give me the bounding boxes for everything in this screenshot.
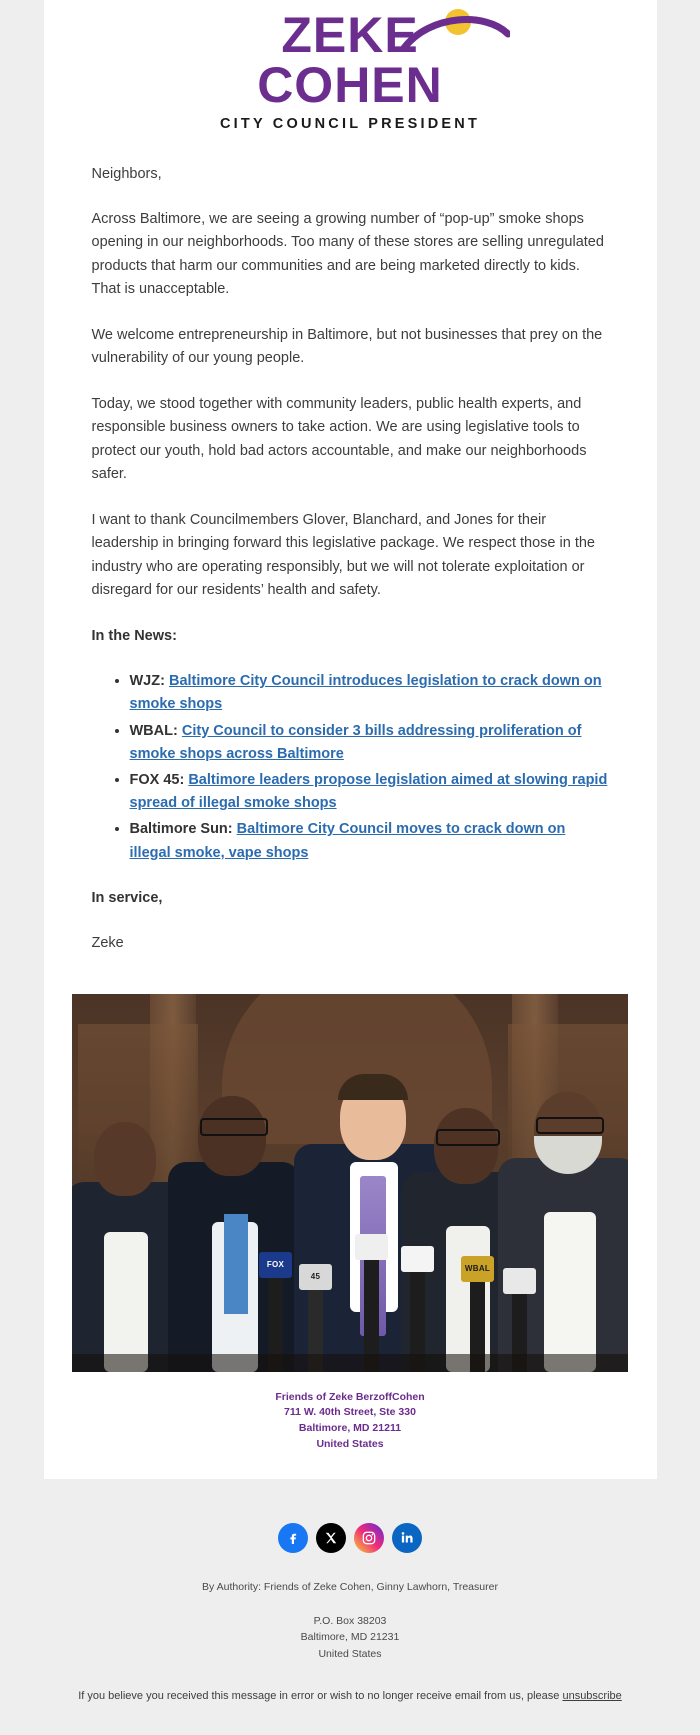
email-body-card — [44, 0, 657, 1479]
logo-lockup — [200, 6, 500, 132]
mic-flag-fox: FOX — [259, 1252, 292, 1278]
glasses-icon — [200, 1118, 268, 1136]
microphone — [364, 1234, 379, 1372]
footer-address-line-3: United States — [318, 1647, 382, 1660]
unsubscribe-block — [0, 1688, 700, 1705]
linkedin-icon[interactable] — [392, 1523, 422, 1553]
glasses-icon — [536, 1117, 604, 1134]
speaker-hair — [338, 1074, 408, 1100]
news-link[interactable]: City Council to consider 3 bills addressing proliferation of smoke shops across Baltimore — [129, 722, 582, 762]
list-item — [130, 818, 609, 864]
unsubscribe-link[interactable]: unsubscribe — [562, 1689, 622, 1702]
committee-name: Friends of Zeke BerzoffCohen — [275, 1390, 425, 1403]
news-list — [92, 670, 609, 865]
logo-tagline: CITY COUNCIL PRESIDENT — [220, 115, 480, 132]
facebook-icon[interactable] — [278, 1523, 308, 1553]
press-conference-photo — [72, 994, 628, 1372]
mic-flag-45: 45 — [299, 1264, 332, 1290]
paragraph-3: Today, we stood together with community leaders, public health experts, and responsible business owners to take action. We are using legislative tools to protect our youth, hold bad actors accountable, and make our neighborhoods safer. — [91, 395, 587, 483]
instagram-glyph — [361, 1530, 377, 1546]
list-item — [130, 720, 609, 766]
committee-country: United States — [316, 1437, 384, 1450]
news-outlet: WBAL: — [129, 722, 178, 739]
news-outlet: FOX 45: — [129, 772, 185, 788]
signature: Zeke — [91, 935, 124, 952]
footer-address — [0, 1613, 700, 1662]
mic-flag-blank-2 — [401, 1246, 434, 1272]
news-link[interactable]: Baltimore City Council moves to crack down on illegal smoke, vape shops — [129, 821, 566, 861]
instagram-icon[interactable] — [354, 1523, 384, 1553]
paragraph-2: We welcome entrepreneurship in Baltimore, but not businesses that prey on the vulnerability of our young people. — [91, 326, 603, 367]
mic-flag-wbal: WBAL — [461, 1256, 494, 1282]
social-links — [0, 1523, 700, 1553]
news-link[interactable]: Baltimore leaders propose legislation aimed at slowing rapid spread of illegal smoke shops — [129, 772, 608, 812]
news-outlet: WJZ: — [129, 673, 165, 690]
authority-line: By Authority: Friends of Zeke Cohen, Ginny Lawhorn, Treasurer — [202, 1580, 498, 1593]
logo-line-cohen: COHEN — [257, 56, 443, 113]
signoff: In service, — [91, 889, 163, 906]
list-item — [130, 670, 609, 716]
logo-header — [44, 0, 657, 147]
email-footer — [0, 1479, 700, 1735]
footer-address-line-2: Baltimore, MD 21231 — [300, 1631, 400, 1644]
facebook-glyph — [285, 1530, 301, 1546]
news-link[interactable]: Baltimore City Council introduces legislation to crack down on smoke shops — [129, 673, 602, 713]
linkedin-glyph — [400, 1530, 415, 1545]
mic-flag-blank — [355, 1234, 388, 1260]
committee-address — [44, 1372, 657, 1479]
salutation: Neighbors, — [91, 165, 162, 182]
list-item — [130, 769, 609, 815]
committee-city: Baltimore, MD 21211 — [298, 1422, 402, 1435]
letter-body — [44, 147, 657, 988]
footer-address-line-1: P.O. Box 38203 — [313, 1614, 387, 1627]
unsubscribe-text: If you believe you received this message in error or wish to no longer receive email from us, please — [78, 1689, 560, 1702]
photo-container — [44, 988, 657, 1372]
paragraph-4: I want to thank Councilmembers Glover, Blanchard, and Jones for their leadership in bringing forward this legislative package. We respect those in the industry who are operating responsibly, but we will not tolerate exploitation or disregard for our residents’ health and safety. — [91, 511, 595, 599]
in-the-news-heading: In the News: — [91, 627, 177, 644]
podium-edge — [72, 1354, 628, 1372]
mic-flag-blank-3 — [503, 1268, 536, 1294]
x-glyph — [324, 1531, 338, 1545]
glasses-icon — [436, 1129, 500, 1146]
paragraph-1: Across Baltimore, we are seeing a growing number of “pop-up” smoke shops opening in our neighborhoods. Too many of these stores are selling unregulated products that harm our communities and are being marketed directly to kids. That is unacceptable. — [91, 210, 604, 298]
committee-street: 711 W. 40th Street, Ste 330 — [284, 1406, 416, 1419]
news-outlet: Baltimore Sun: — [129, 821, 233, 838]
logo-line-zeke: ZEKE — [281, 7, 419, 63]
x-twitter-icon[interactable] — [316, 1523, 346, 1553]
